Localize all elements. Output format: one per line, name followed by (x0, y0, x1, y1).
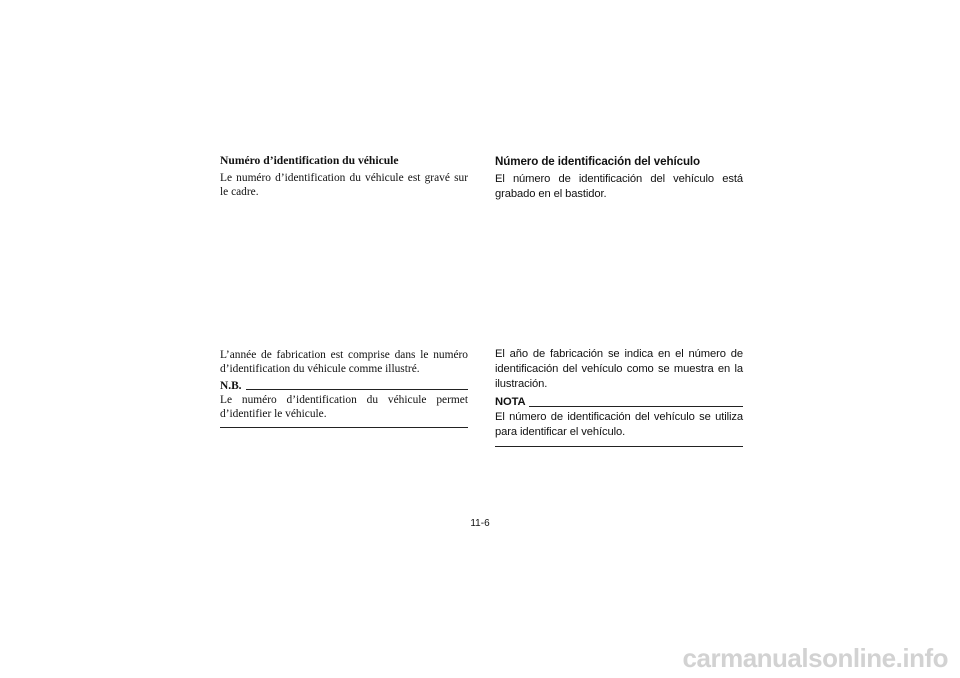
spanish-note-text: El número de identificación del vehículo se utiliza para identificar el vehículo. (495, 411, 743, 438)
spanish-heading: Número de identificación del vehículo (495, 155, 701, 168)
french-note-rule (246, 389, 468, 390)
french-heading: Numéro d’identification du véhicule (220, 154, 399, 167)
spanish-note-rule (529, 406, 743, 407)
french-note-text: Le numéro d’identification du véhicule permet d’identifier le véhicule. (220, 394, 468, 420)
spanish-note-label: NOTA (495, 396, 526, 408)
french-note-header (220, 379, 468, 393)
spanish-paragraph-1: El número de identificación del vehículo está grabado en el bastidor. (495, 173, 743, 200)
french-column-lower (220, 348, 468, 428)
french-note-end-rule (220, 427, 468, 428)
page-number: 11-6 (470, 518, 490, 529)
spanish-note-end-rule (495, 446, 743, 447)
spanish-column (495, 154, 743, 202)
spanish-column-lower (495, 347, 743, 447)
spanish-note-header (495, 395, 743, 410)
french-paragraph-1: Le numéro d’identification du véhicule est gravé sur le cadre. (220, 172, 468, 198)
watermark: carmanualsonline.info (682, 643, 948, 673)
spanish-paragraph-2: El año de fabricación se indica en el número de identificación del vehículo como se muestra en la ilustración. (495, 348, 743, 390)
french-paragraph-2: L’année de fabrication est comprise dans le numéro d’identification du véhicule comme illustré. (220, 349, 468, 375)
french-note-label: N.B. (220, 380, 242, 392)
french-column (220, 154, 468, 199)
